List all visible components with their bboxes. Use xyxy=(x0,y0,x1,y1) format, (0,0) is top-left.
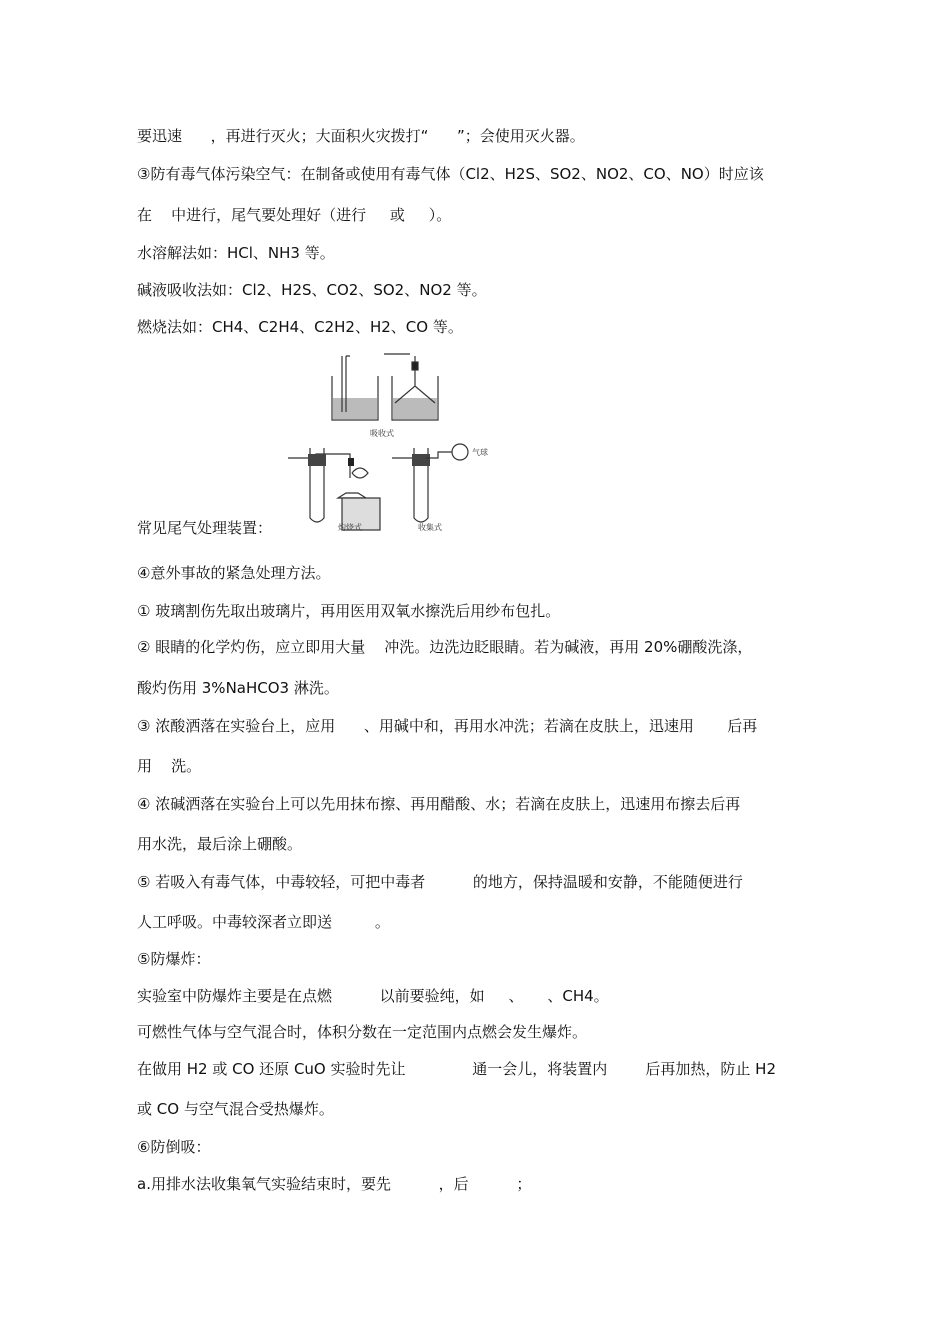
text-line: ⑤防爆炸： xyxy=(137,950,211,968)
text-line: 要迅速 ，再进行灭火；大面积火灾拨打“ ”；会使用灭火器。 xyxy=(137,127,585,145)
text-line: ⑥防倒吸： xyxy=(137,1138,211,1156)
text-line: 可燃性气体与空气混合时，体积分数在一定范围内点燃会发生爆炸。 xyxy=(137,1023,588,1041)
text-line: ④ 浓碱洒落在实验台上可以先用抹布擦、再用醋酸、水；若滴在皮肤上，迅速用布擦去后再 xyxy=(137,795,741,813)
text-line: 人工呼吸。中毒较深者立即送 。 xyxy=(137,913,390,931)
text-line: ③ 浓酸洒落在实验台上，应用 、用碱中和，再用水冲洗；若滴在皮肤上，迅速用 后再 xyxy=(137,717,758,735)
text-line: 用 洗。 xyxy=(137,757,202,775)
text-line: 在做用 H2 或 CO 还原 CuO 实验时先让 通一会儿，将装置内 后再加热，防止 H2 xyxy=(137,1060,776,1078)
collect-apparatus xyxy=(392,444,468,522)
label-balloon: 气球 xyxy=(472,448,488,457)
text-line: ⑤ 若吸入有毒气体，中毒较轻，可把中毒者 的地方，保持温暖和安静，不能随便进行 xyxy=(137,873,743,891)
absorb-beaker-right xyxy=(384,354,438,420)
label-burn: 灼烧式 xyxy=(338,523,362,532)
text-line: 常见尾气处理装置： xyxy=(137,519,273,537)
text-line: 用水洗，最后涂上硼酸。 xyxy=(137,835,303,853)
text-line: ④意外事故的紧急处理方法。 xyxy=(137,564,331,582)
text-line: 碱液吸收法如：Cl2、H2S、CO2、SO2、NO2 等。 xyxy=(137,281,487,299)
text-line: 燃烧法如：CH4、C2H4、C2H2、H2、CO 等。 xyxy=(137,318,463,336)
text-line: 或 CO 与空气混合受热爆炸。 xyxy=(137,1100,334,1118)
tail-gas-apparatus-figure xyxy=(280,348,490,533)
absorb-beaker-left xyxy=(332,356,378,420)
text-line: ① 玻璃割伤先取出玻璃片，再用医用双氧水擦洗后用纱布包扎。 xyxy=(137,602,561,620)
text-line: 水溶解法如：HCl、NH3 等。 xyxy=(137,244,335,262)
text-line: 实验室中防爆炸主要是在点燃 以前要验纯，如 、 、CH4。 xyxy=(137,987,609,1005)
text-line: a.用排水法收集氧气实验结束时，要先 ，后 ； xyxy=(137,1175,532,1193)
text-line: 酸灼伤用 3%NaHCO3 淋洗。 xyxy=(137,679,339,697)
text-line: ② 眼睛的化学灼伤，应立即用大量 冲洗。边洗边眨眼睛。若为碱液，再用 20%硼酸洗涤， xyxy=(137,638,753,656)
text-line: ③防有毒气体污染空气：在制备或使用有毒气体（Cl2、H2S、SO2、NO2、CO、NO）时应该 xyxy=(137,165,764,183)
label-collect: 收集式 xyxy=(418,523,442,532)
label-absorb: 吸收式 xyxy=(370,429,394,438)
text-line: 在 中进行，尾气要处理好（进行 或 ）。 xyxy=(137,206,452,224)
burn-apparatus xyxy=(288,448,380,530)
